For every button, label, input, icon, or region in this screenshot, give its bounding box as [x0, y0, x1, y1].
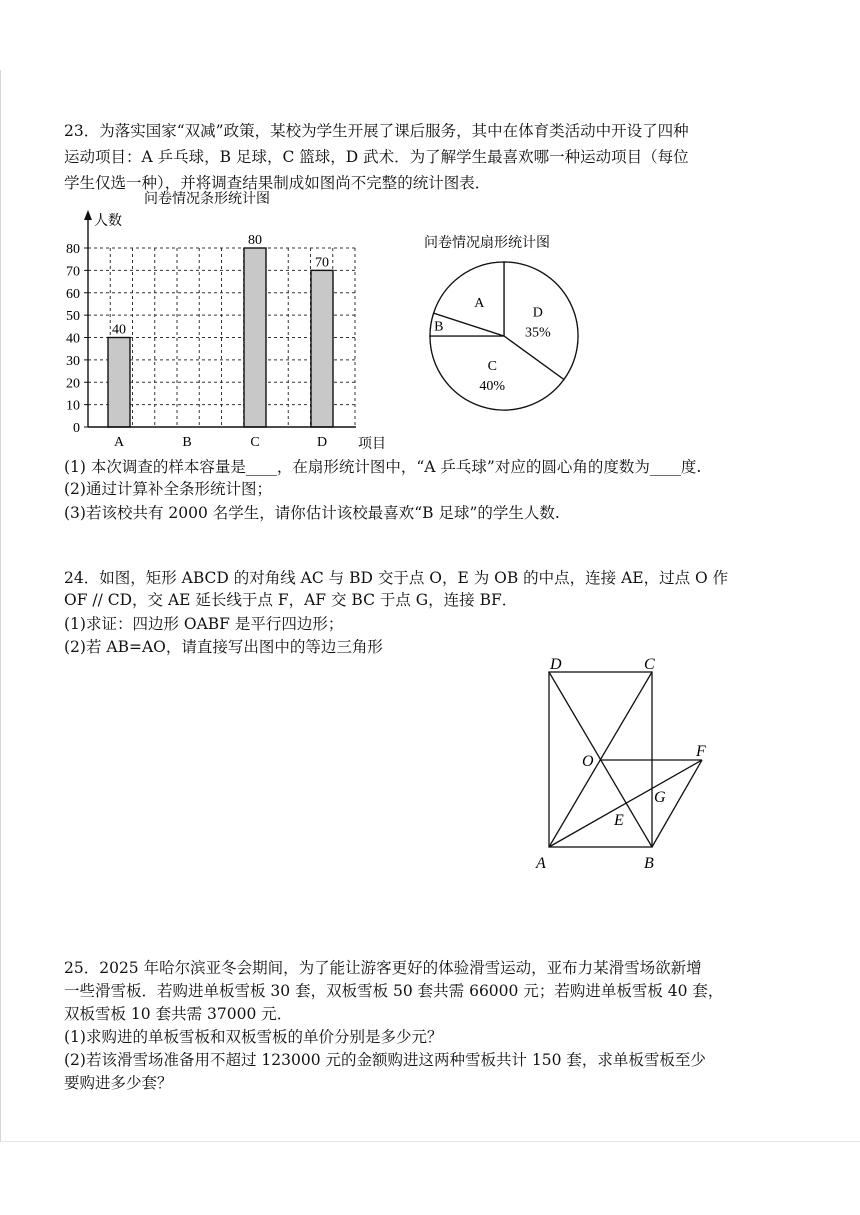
- bar-chart-ylabel: 人数: [94, 213, 122, 229]
- y-tick-label: 30: [66, 353, 80, 369]
- q23-line3: 学生仅选一种），并将调查结果制成如图尚不完整的统计图表．: [64, 174, 491, 192]
- y-tick-label: 60: [66, 286, 80, 302]
- label-b: B: [644, 855, 654, 872]
- page-left-edge: [0, 70, 1, 1142]
- q25-line2: 一些滑雪板．若购进单板雪板 30 套，双板雪板 50 套共需 66000 元；若购进单板雪板 40 套，: [64, 982, 724, 1000]
- q25-sub1: (1)求购进的单板雪板和双板雪板的单价分别是多少元？: [64, 1028, 443, 1046]
- bar-d: [311, 270, 333, 427]
- label-d: D: [550, 656, 562, 673]
- bar-value-label: 70: [315, 255, 329, 271]
- pie-pct-d: 35%: [525, 325, 551, 341]
- label-a: A: [536, 855, 546, 872]
- q23-line1: 23．为落实国家“双减”政策，某校为学生开展了课后服务，其中在体育类活动中开设了四种: [64, 122, 689, 140]
- bar-a: [108, 338, 130, 428]
- category-label-d: D: [316, 435, 328, 450]
- y-tick-label: 10: [66, 398, 80, 414]
- bar-chart: [56, 186, 406, 454]
- pie-chart: [420, 228, 590, 416]
- bar-value-label: 80: [248, 233, 262, 248]
- pie-label-d: D: [532, 305, 543, 321]
- bar-chart-bars: [108, 233, 333, 427]
- y-tick-label: 0: [73, 421, 80, 436]
- bar-c: [244, 248, 266, 427]
- page-bottom-edge: [0, 1141, 860, 1142]
- pie-label-a: A: [474, 296, 485, 312]
- y-axis-arrow: [84, 210, 92, 220]
- bar-chart-categories: [114, 435, 327, 450]
- q25-line1: 25．2025 年哈尔滨亚冬会期间，为了能让游客更好的体验滑雪运动，亚布力某滑雪场欲新增: [64, 959, 702, 977]
- y-tick-label: 80: [66, 242, 80, 257]
- y-tick-label: 20: [66, 376, 80, 392]
- category-label-b: B: [182, 435, 192, 450]
- q23-sub3: (3)若该校共有 2000 名学生，请你估计该校最喜欢“B 足球”的学生人数.: [64, 504, 560, 522]
- q24-sub2: (2)若 AB=AO，请直接写出图中的等边三角形: [64, 638, 383, 656]
- q24-line1: 24．如图，矩形 ABCD 的对角线 AC 与 BD 交于点 O，E 为 OB 的中点，连接 AE，过点 O 作: [64, 569, 729, 587]
- label-e: E: [614, 812, 624, 829]
- q23-line2: 运动项目：A 乒乓球，B 足球，C 篮球，D 武术．为了解学生最喜欢哪一种运动项目（每位: [64, 148, 689, 166]
- q24-sub1: (1)求证：四边形 OABF 是平行四边形；: [64, 615, 344, 633]
- pie-label-b: B: [434, 319, 444, 335]
- segment-af: [549, 760, 702, 847]
- label-g: G: [654, 789, 666, 806]
- pie-chart-slices: [430, 262, 578, 410]
- pie-label-c: C: [487, 359, 497, 375]
- q25-sub2-cont: 要购进多少套？: [64, 1074, 173, 1092]
- bar-chart-xlabel: 项目: [358, 436, 386, 452]
- q25-sub2: (2)若该滑雪场准备用不超过 123000 元的金额购进这两种雪板共计 150 套，求单板雪板至少: [64, 1051, 706, 1069]
- pie-chart-title: 问卷情况扇形统计图: [424, 235, 550, 251]
- bar-value-label: 40: [112, 322, 126, 338]
- y-tick-label: 40: [66, 331, 80, 347]
- q24-line2: OF // CD，交 AE 延长线于点 F，AF 交 BC 于点 G，连接 BF．: [64, 591, 518, 609]
- label-o: O: [582, 753, 594, 770]
- q23-sub2: (2)通过计算补全条形统计图；: [64, 480, 272, 498]
- label-f: F: [696, 743, 706, 760]
- q23-sub1: (1) 本次调查的样本容量是____，在扇形统计图中，“A 乒乓球”对应的圆心角的度数为____度.: [64, 458, 702, 476]
- rectangle-figure: [530, 650, 720, 875]
- label-c: C: [644, 656, 655, 673]
- y-tick-label: 50: [66, 309, 80, 325]
- bar-chart-title: 问卷情况条形统计图: [144, 191, 270, 207]
- bar-chart-y-ticks: [66, 242, 88, 436]
- category-label-a: A: [113, 435, 125, 450]
- pie-pct-c: 40%: [479, 379, 506, 395]
- category-label-c: C: [250, 435, 260, 450]
- q25-line3: 双板雪板 10 套共需 37000 元．: [64, 1005, 293, 1023]
- y-tick-label: 70: [66, 264, 80, 280]
